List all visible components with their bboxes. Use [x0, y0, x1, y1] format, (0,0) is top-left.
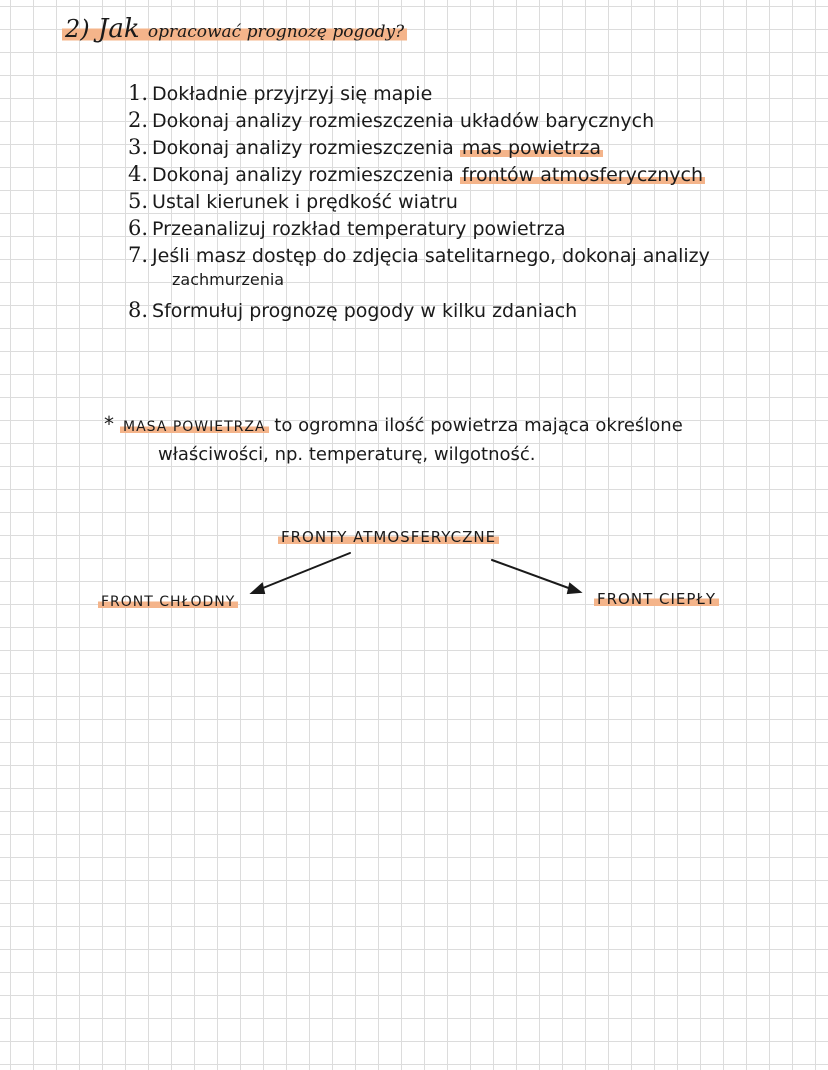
definition-term: MASA POWIETRZA [120, 419, 269, 435]
step-number: 5. [128, 189, 149, 213]
step-continuation-text: zachmurzenia [172, 270, 285, 289]
step-text: Dokonaj analizy rozmieszczenia układów barycznych [152, 110, 655, 132]
arrow-left-head [252, 584, 264, 593]
fronts-heading: FRONTY ATMOSFERYCZNE [278, 528, 499, 546]
step-highlight: mas powietrza [461, 137, 602, 159]
arrow-right-line [492, 560, 574, 590]
step-text: Sformułuj prognozę pogody w kilku zdaniach [152, 300, 578, 322]
step-text: Jeśli masz dostęp do zdjęcia satelitarnego, dokonaj analizy [152, 245, 710, 267]
asterisk: * [104, 412, 114, 436]
definition-line-2: właściwości, np. temperaturę, wilgotność. [158, 444, 536, 465]
step-number: 7. [128, 243, 149, 267]
step-number: 8. [128, 298, 149, 322]
step-text: Przeanalizuj rozkład temperatury powietrza [152, 218, 566, 240]
step-text: Dokonaj analizy rozmieszczenia [152, 164, 454, 186]
question-start: Jak [97, 14, 140, 44]
step-text: Dokonaj analizy rozmieszczenia [152, 137, 454, 159]
front-warm-label: FRONT CIEPŁY [594, 590, 719, 608]
step-number: 6. [128, 216, 149, 240]
step-highlight: frontów atmosferycznych [461, 164, 704, 186]
step-number: 3. [128, 135, 149, 159]
definition-text: to ogromna ilość powietrza mająca określone [274, 415, 683, 436]
arrow-left-line [258, 553, 350, 590]
step-text: Ustal kierunek i prędkość wiatru [152, 191, 458, 213]
question-number: 2) [65, 15, 90, 43]
step-number: 4. [128, 162, 149, 186]
question-rest: opracować prognozę pogody? [147, 22, 405, 42]
front-cold-label: FRONT CHŁODNY [98, 594, 238, 610]
step-number: 2. [128, 108, 149, 132]
step-number: 1. [128, 81, 149, 105]
arrow-right-head [568, 584, 580, 593]
step-text: Dokładnie przyjrzyj się mapie [152, 83, 433, 105]
